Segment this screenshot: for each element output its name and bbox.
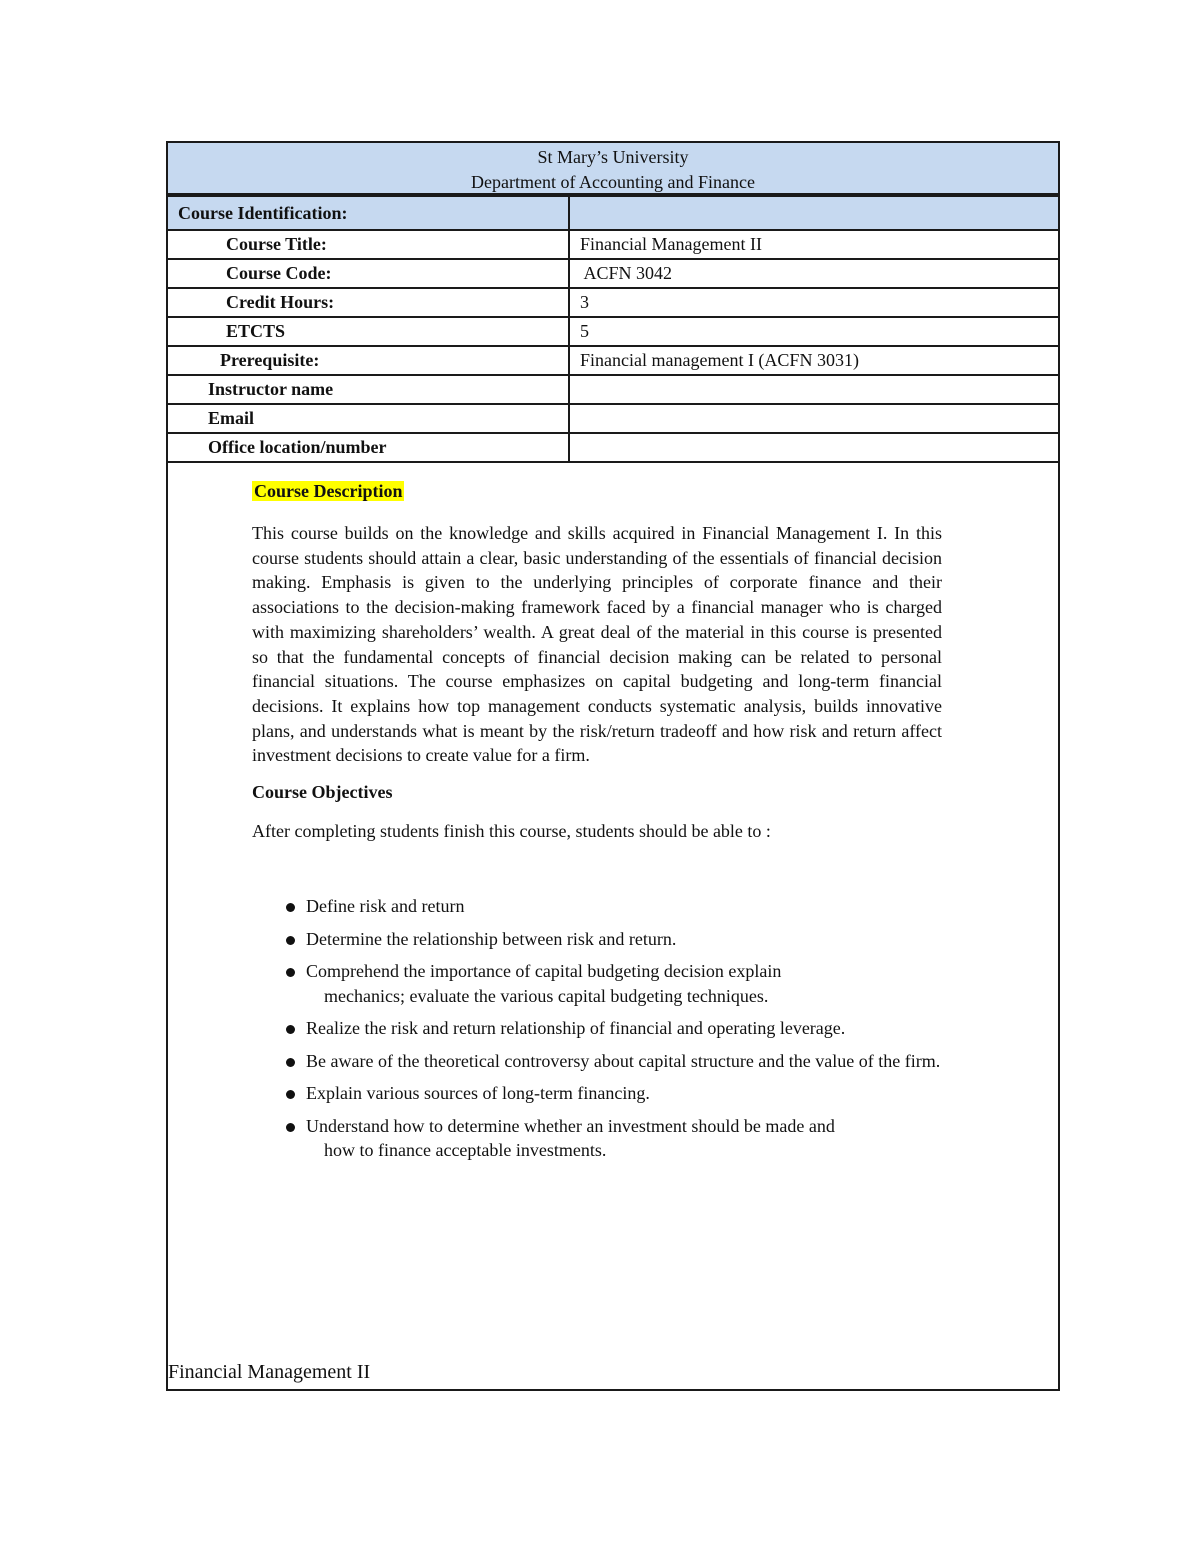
table-row [168,404,1058,433]
table-row [168,196,1058,230]
credit-hours-label: Credit Hours: [168,288,569,317]
objectives-list [284,894,1044,1163]
list-item: Explain various sources of long-term financing. [284,1081,1044,1106]
list-item: Be aware of the theoretical controversy about capital structure and the value of the firm. [284,1049,1044,1074]
bullet-icon [286,1090,295,1099]
course-description-text: This course builds on the knowledge and skills acquired in Financial Management I. In this course students should attain a clear, basic understanding of the essentials of financial decision making. Emphasis is given to the underlying principles of corporate finance and their associations to the decision-making framework faced by a financial manager who is charged with maximizing shareholders’ wealth. A great deal of the material in this course is presented so that the fundamental concepts of financial decision making can be related to personal financial situations. The course emphasizes on capital budgeting and long-term financial decisions. It explains how top management conducts systematic analysis, builds innovative plans, and understands what is meant by the risk/return tradeoff and how risk and return affect investment decisions to create value for a firm. [252,523,942,766]
bullet-icon [286,1058,295,1067]
instructor-name-value [569,375,1058,404]
course-code-value: ACFN 3042 [569,259,1058,288]
course-title-value: Financial Management II [569,230,1058,259]
table-row [168,346,1058,375]
course-objectives-heading: Course Objectives [252,782,393,803]
bullet-icon [286,903,295,912]
bullet-icon [286,968,295,977]
office-location-value [569,433,1058,462]
prerequisite-label: Prerequisite: [168,346,569,375]
course-outline-frame [166,141,1060,1391]
list-item: Determine the relationship between risk and return. [284,927,1044,952]
list-item: Realize the risk and return relationship of financial and operating leverage. [284,1016,1044,1041]
table-row [168,375,1058,404]
course-description-heading: Course Description [254,481,403,501]
list-item: Understand how to determine whether an investment should be made and how to finance acceptable investments. [284,1114,1044,1163]
course-info-table [168,195,1058,463]
instructor-name-label: Instructor name [168,375,569,404]
bullet-icon [286,936,295,945]
course-code-label: Course Code: [168,259,569,288]
course-identification-label: Course Identification: [168,196,569,230]
document-header [168,143,1058,195]
course-body [252,481,942,1171]
university-name: St Mary’s University [537,147,689,167]
bullet-icon [286,1123,295,1132]
table-row [168,317,1058,346]
department-name: Department of Accounting and Finance [471,172,755,192]
email-label: Email [168,404,569,433]
list-item: Define risk and return [284,894,1044,919]
office-location-label: Office location/number [168,433,569,462]
prerequisite-value: Financial management I (ACFN 3031) [569,346,1058,375]
objectives-intro: After completing students finish this course, students should be able to : [252,821,771,842]
etcts-value: 5 [569,317,1058,346]
table-row [168,433,1058,462]
course-title-label: Course Title: [168,230,569,259]
table-row [168,259,1058,288]
table-row [168,230,1058,259]
etcts-label: ETCTS [168,317,569,346]
table-row [168,288,1058,317]
list-item: Comprehend the importance of capital budgeting decision explain mechanics; evaluate the various capital budgeting techniques. [284,959,1044,1008]
credit-hours-value: 3 [569,288,1058,317]
bullet-icon [286,1025,295,1034]
course-identification-value [569,196,1058,230]
email-value [569,404,1058,433]
page-footer: Financial Management II [168,1361,371,1383]
